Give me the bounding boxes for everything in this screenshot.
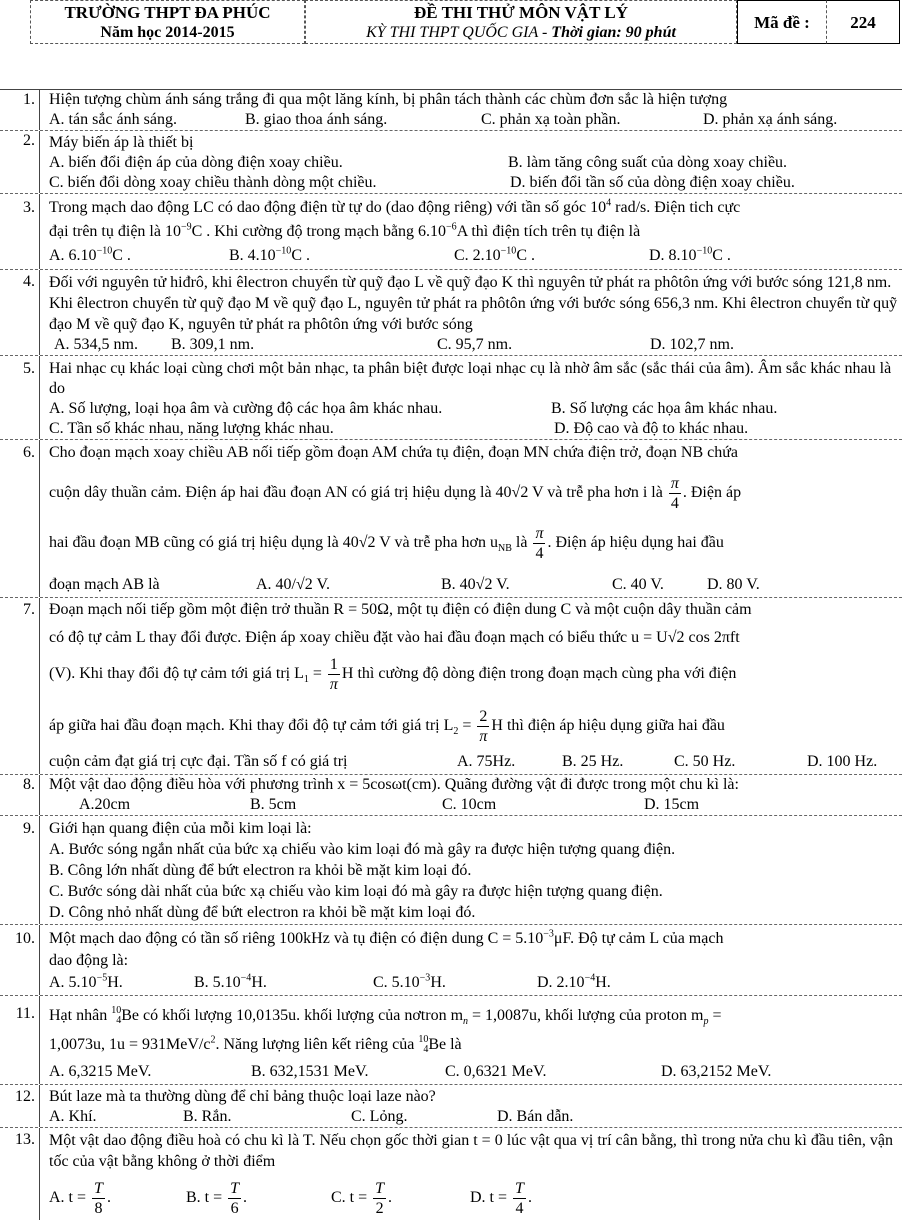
question-stem-line: 1,0073u, $1u = 931MeV/c^2$. Năng lượng liên kết riêng của 10 4 Be là (49, 1034, 462, 1056)
question-1 (0, 89, 902, 131)
question-3 (0, 194, 902, 270)
question-stem: Máy biến áp là thiết bị (49, 134, 194, 151)
question-7 (0, 598, 902, 775)
option-a: A. Số lượng, loại họa âm và cường độ các họa âm khác nhau. (49, 400, 443, 417)
option-c: C. 10cm (442, 796, 497, 813)
option-d: D. Độ cao và độ to khác nhau. (554, 420, 749, 437)
option-b: B. 40√2 V. (441, 576, 510, 593)
option-b: B. giao thoa ánh sáng. (245, 111, 388, 128)
option-a: A. tán sắc ánh sáng. (49, 111, 177, 128)
option-c: C. 0,6321 MeV. (445, 1063, 547, 1080)
question-stem: Đối với nguyên tử hiđrô, khi êlectron chuyển từ quỹ đạo L về quỹ đạo K thì nguyên tử phát ra phôtôn ứng với bước sóng 121,8 nm. Khi êlectron chuyển từ quỹ đạo M về quỹ đạo L, nguyên tử phát ra phôtôn ứng với bước sóng 656,3 nm. Khi êlectron chuyển từ quỹ đạo M về quỹ đạo K, nguyên tử phát ra phôtôn ứng với bước sóng (49, 274, 898, 333)
question-stem-line: đại trên tụ điện là $10^{-9}C$ . Khi cường độ trong mạch bằng $6.10^{-6}A$ thì điện tích trên tụ điện là (49, 221, 641, 240)
option-d: D. 15cm (644, 796, 700, 813)
question-number: 10. (0, 925, 40, 995)
question-stem-line: cuộn cảm đạt giá trị cực đại. Tần số f có giá trị (49, 753, 348, 770)
option-d: D. phản xạ ánh sáng. (703, 111, 838, 128)
option-b: B. 309,1 nm. (171, 336, 255, 353)
question-number: 12. (0, 1085, 40, 1127)
option-d: D. $8.10^{-10}C$ . (649, 245, 731, 264)
question-stem: Hai nhạc cụ khác loại cùng chơi một bản nhạc, ta phân biệt được loại nhạc cụ là nhờ âm sắc (sắc thái của âm). Âm sắc khác nhau là do (49, 360, 892, 397)
question-2 (0, 131, 902, 194)
question-11 (0, 996, 902, 1085)
option-d: D. 63,2152 MeV. (661, 1063, 772, 1080)
exam-code-value: 224 (827, 0, 900, 44)
question-number: 5. (0, 356, 40, 439)
question-5 (0, 356, 902, 440)
option-a: A. biến đổi điện áp của dòng điện xoay chiều. (49, 154, 343, 171)
school-box (30, 0, 305, 44)
option-d: D. t = $\frac{T}{4}$ . (470, 1179, 532, 1217)
option-d: D. $2.10^{-4}H$. (537, 972, 611, 991)
option-d: D. 102,7 nm. (650, 336, 734, 353)
option-c: C. $2.10^{-10}C$ . (454, 245, 535, 264)
question-stem-line: hai đầu đoạn MB cũng có giá trị hiệu dụng là 40√2 V và trễ pha hơn $u_{NB}$ là $\frac{\pi}{4}$ . Điện áp hiệu dụng hai đầu (49, 524, 724, 562)
option-c: C. 50 Hz. (674, 753, 736, 770)
option-a: A. 40/√2 V. (256, 576, 330, 593)
question-6 (0, 440, 902, 598)
question-stem: Một vật dao động điều hoà có chu kì là T. Nếu chọn gốc thời gian t = 0 lúc vật qua vị trí cân bằng, thì trong nửa chu kì đầu tiên, vận tốc của vật bằng không ở thời điểm (49, 1132, 894, 1170)
option-b: B. 5cm (250, 796, 297, 813)
question-stem: Hiện tượng chùm ánh sáng trắng đi qua một lăng kính, bị phân tách thành các chùm đơn sắc là hiện tượng (49, 91, 728, 108)
question-number: 3. (0, 194, 40, 269)
question-number: 4. (0, 270, 40, 355)
option-a: A. 6,3215 MeV. (49, 1063, 152, 1080)
option-d: D. 100 Hz. (807, 753, 878, 770)
question-number: 13. (0, 1128, 40, 1220)
option-b: B. $4.10^{-10}C$ . (229, 245, 310, 264)
option-c: C. Lỏng. (351, 1108, 408, 1125)
school-year: Năm học 2014-2015 (100, 24, 235, 41)
school-name: TRƯỜNG THPT ĐA PHÚC (64, 3, 271, 22)
option-b: B. 25 Hz. (562, 753, 624, 770)
option-b: B. Rắn. (183, 1108, 232, 1125)
option-a: A. Khí. (49, 1108, 97, 1125)
option-c: C. t = $\frac{T}{2}$ . (331, 1179, 393, 1217)
exam-subtitle: KỲ THI THPT QUỐC GIA - Thời gian: 90 phút (366, 24, 676, 41)
question-stem-line: Cho đoạn mạch xoay chiều AB nối tiếp gồm đoạn AM chứa tụ điện, đoạn MN chứa điện trở, đoạn NB chứa (49, 444, 739, 461)
question-stem-line: Đoạn mạch nối tiếp gồm một điện trở thuần R = 50Ω, một tụ điện có điện dung C và một cuộn dây thuần cảm (49, 601, 752, 618)
question-12 (0, 1085, 902, 1128)
question-number: 6. (0, 440, 40, 597)
exam-header (0, 0, 902, 46)
question-stem: Bút laze mà ta thường dùng để chỉ bảng thuộc loại laze nào? (49, 1088, 436, 1105)
option-c: C. Bước sóng dài nhất của bức xạ chiếu vào kim loại đó mà gây ra được hiện tượng quang điện. (49, 883, 663, 900)
question-number: 8. (0, 775, 40, 815)
question-9 (0, 816, 902, 925)
option-b: B. làm tăng công suất của dòng xoay chiều. (508, 154, 788, 171)
option-a: A. $5.10^{-5}H$. (49, 972, 123, 991)
question-stem: Giới hạn quang điện của mỗi kim loại là: (49, 820, 312, 837)
question-10 (0, 925, 902, 996)
question-stem-line: có độ tự cảm L thay đổi được. Điện áp xoay chiều đặt vào hai đầu đoạn mạch có biểu thức u = U√2 cos 2πft (49, 629, 740, 646)
question-number: 1. (0, 90, 40, 130)
option-c: C. Tần số khác nhau, năng lượng khác nhau. (49, 420, 334, 437)
option-c: C. $5.10^{-3}H$. (373, 972, 446, 991)
question-stem-line: Trong mạch dao động LC có dao động điện từ tự do (dao động riêng) với tần số góc $10^4$ rad/s. Điện tich cực (49, 197, 741, 216)
option-b: B. 632,1531 MeV. (251, 1063, 369, 1080)
question-stem-line: cuộn dây thuần cảm. Điện áp hai đầu đoạn AN có giá trị hiệu dụng là 40√2 V và trễ pha hơn i là $\frac{\pi}{4}$ . Điện áp (49, 474, 742, 512)
question-list (0, 89, 902, 1220)
question-number: 7. (0, 598, 40, 774)
question-8 (0, 775, 902, 816)
question-stem-line: (V). Khi thay đổi độ tự cảm tới giá trị $L_1$ = $\frac{1}{\pi}$ H thì cường độ dòng điện trong đoạn mạch cùng pha với điện (49, 655, 737, 693)
option-c: C. phản xạ toàn phần. (481, 111, 621, 128)
option-d: D. biến đổi tần số của dòng điện xoay chiều. (510, 174, 795, 191)
option-d: D. 80 V. (707, 576, 760, 593)
option-a: A. 534,5 nm. (54, 336, 138, 353)
exam-title-box (305, 0, 737, 44)
option-a: A. Bước sóng ngắn nhất của bức xạ chiếu vào kim loại đó mà gây ra được hiện tượng quang điện. (49, 841, 676, 858)
option-b: B. Số lượng các họa âm khác nhau. (551, 400, 778, 417)
question-number: 11. (0, 996, 40, 1084)
question-stem-line: dao động là: (49, 952, 129, 969)
question-4 (0, 270, 902, 356)
question-stem-line: áp giữa hai đầu đoạn mạch. Khi thay đổi độ tự cảm tới giá trị $L_2$ = $\frac{2}{\pi}$ H thì điện áp hiệu dụng giữa hai đầu (49, 707, 725, 745)
question-13 (0, 1128, 902, 1220)
exam-title: ĐỀ THI THỬ MÔN VẬT LÝ (414, 3, 628, 22)
question-number: 9. (0, 816, 40, 924)
question-stem-line: đoạn mạch AB là (49, 576, 160, 593)
exam-code-label: Mã đề : (737, 0, 827, 44)
question-stem-line: Hạt nhân 10 4 Be có khối lượng 10,0135u. khối lượng của nơtron $m_n = 1,0087u$, khối lượng của proton $m_p$ = (49, 1005, 722, 1028)
question-stem-line: Một mạch dao động có tần số riêng 100kHz và tụ điện có điện dung $C = 5.10^{-3}\mu F$. Độ tự cảm L của mạch (49, 928, 724, 947)
option-a: A.20cm (79, 796, 131, 813)
option-b: B. $5.10^{-4}H$. (194, 972, 267, 991)
option-b: B. Công lớn nhất dùng để bứt electron ra khỏi bề mặt kim loại đó. (49, 862, 472, 879)
question-number: 2. (0, 131, 40, 193)
option-b: B. t = $\frac{T}{6}$ . (186, 1179, 248, 1217)
option-a: A. 75Hz. (457, 753, 516, 770)
option-a: A. t = $\frac{T}{8}$ . (49, 1179, 111, 1217)
option-c: C. 95,7 nm. (437, 336, 513, 353)
option-d: D. Bán dẫn. (497, 1108, 574, 1125)
option-c: C. biến đổi dòng xoay chiều thành dòng một chiều. (49, 174, 377, 191)
option-d: D. Công nhỏ nhất dùng để bứt electron ra khỏi bề mặt kim loại đó. (49, 904, 476, 921)
question-stem: Một vật dao động điều hòa với phương trình x = 5cosωt(cm). Quãng đường vật đi được trong một chu kì là: (49, 776, 739, 793)
option-c: C. 40 V. (612, 576, 664, 593)
option-a: A. $6.10^{-10}C$ . (49, 245, 131, 264)
